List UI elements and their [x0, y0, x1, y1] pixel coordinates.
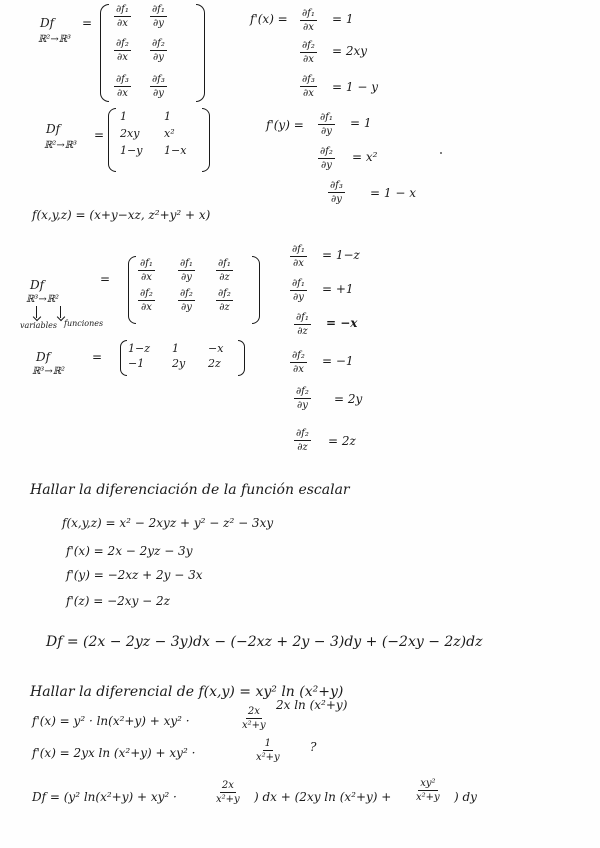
partial-fx: f'(x) = 2x − 2yz − 3y — [66, 544, 193, 558]
left-parenthesis — [100, 4, 109, 102]
partial-value: = 2y — [334, 392, 363, 406]
partial-fz: f'(z) = −2xy − 2z — [66, 594, 170, 608]
equals-sign: = — [82, 16, 93, 30]
partial-derivative: $\frac{\text{∂f₂}}{\partial x}$ — [302, 40, 315, 65]
matrix-entry: $\frac{\text{∂f₁}}{\partial x}$ — [140, 258, 153, 283]
matrix-cell: 1−y — [120, 144, 143, 157]
partial-derivative: $\frac{\text{∂f₂}}{\partial z}$ — [296, 428, 309, 453]
partial-value: = 1 − x — [370, 186, 416, 200]
partial-value: = 1 — [350, 116, 372, 130]
total-differential: Df = (y² ln(x²+y) + xy² · — [32, 790, 177, 804]
matrix-entry: $\frac{\text{∂f₂}}{\partial x}$ — [140, 288, 153, 313]
matrix-cell: 2xy — [120, 127, 140, 140]
down-arrow-icon — [36, 306, 37, 318]
matrix-cell: 1 — [172, 342, 179, 355]
annotation-functions: funciones — [64, 319, 104, 328]
partial-derivative: $\frac{\text{∂f₂}}{\partial y}$ — [296, 386, 309, 411]
partial-fy: f'(y) = −2xz + 2y − 3x — [66, 568, 203, 582]
matrix-cell: 2y — [172, 357, 186, 370]
partial-derivative: $\frac{\text{∂f₁}}{\partial z}$ — [296, 312, 309, 337]
partial-value: = +1 — [322, 282, 354, 296]
partial-value: = x² — [352, 150, 378, 164]
left-parenthesis — [120, 340, 127, 376]
side-note: 2x ln (x²+y) — [276, 698, 348, 712]
matrix-cell: −x — [208, 342, 224, 355]
partial-fy: f'(x) = 2yx ln (x²+y) + xy² · — [32, 746, 196, 760]
matrix-entry: $\frac{\text{∂f₂}}{\partial x}$ — [116, 38, 129, 63]
mapping-label: ℝ²→ℝ³ — [38, 34, 72, 45]
left-parenthesis — [108, 108, 116, 172]
matrix-cell: 1−x — [164, 144, 187, 157]
matrix-entry: $\frac{\text{∂f₂}}{\partial y}$ — [152, 38, 165, 63]
partial-derivative: $\frac{\text{∂f₃}}{\partial y}$ — [330, 180, 343, 205]
result-matrix — [120, 110, 200, 157]
right-parenthesis — [196, 4, 205, 102]
partial-derivative: $\frac{\text{∂f₁}}{\partial x}$ — [292, 244, 305, 269]
matrix-entry: $\frac{\text{∂f₁}}{\partial y}$ — [152, 4, 165, 29]
equals-sign: = — [94, 128, 105, 142]
matrix-cell: 1−z — [128, 342, 151, 355]
matrix-entry: $\frac{\text{∂f₁}}{\partial x}$ — [116, 4, 129, 29]
fraction: $\frac{1}{\text{x²+y}}$ — [256, 738, 280, 763]
scalar-function: f(x,y,z) = x² − 2xyz + y² − z² − 3xy — [62, 516, 274, 530]
mapping-label: ℝ³→ℝ² — [26, 294, 60, 305]
right-parenthesis — [252, 256, 260, 324]
fy-label: f'(y) = — [266, 118, 304, 132]
down-arrow-icon — [60, 306, 61, 318]
df-symbol: Df — [46, 122, 61, 136]
partial-value: = 1 — [332, 12, 354, 26]
matrix-cell: x² — [164, 127, 175, 140]
partial-derivative: $\frac{\text{∂f₁}}{\partial y}$ — [320, 112, 333, 137]
function-definition: f(x,y,z) = (x+y−xz, z²+y² + x) — [32, 208, 211, 222]
partial-value: = −x — [326, 316, 358, 330]
fraction: $\frac{2x}{\text{x²+y}}$ — [216, 780, 240, 805]
right-parenthesis — [202, 108, 210, 172]
left-parenthesis — [128, 256, 136, 324]
question-mark: ? — [310, 740, 317, 754]
partial-derivative: $\frac{\text{∂f₃}}{\partial x}$ — [302, 74, 315, 99]
differential-tail: ) dy — [454, 790, 477, 804]
equals-sign: = — [100, 272, 111, 286]
df-symbol: Df — [36, 350, 51, 364]
partial-value: = −1 — [322, 354, 354, 368]
matrix-entry: $\frac{\text{∂f₃}}{\partial x}$ — [116, 74, 129, 99]
result-matrix — [128, 342, 240, 370]
equals-sign: = — [92, 350, 103, 364]
matrix-entry: $\frac{\text{∂f₂}}{\partial z}$ — [218, 288, 231, 313]
partial-value: = 2xy — [332, 44, 368, 58]
total-differential: Df = (2x − 2yz − 3y)dx − (−2xz + 2y − 3)dy + (−2xy − 2z)dz — [46, 634, 483, 650]
partial-fx: f'(x) = y² · ln(x²+y) + xy² · — [32, 714, 190, 728]
df-symbol: Df — [40, 16, 55, 30]
fx-label: f'(x) = — [250, 12, 288, 26]
partial-value: = 2z — [328, 434, 356, 448]
partial-derivative: $\frac{\text{∂f₁}}{\partial y}$ — [292, 278, 305, 303]
matrix-entry: $\frac{\text{∂f₁}}{\partial y}$ — [180, 258, 193, 283]
matrix-cell: 2z — [208, 357, 221, 370]
fraction: $\frac{\text{xy²}}{\text{x²+y}}$ — [416, 778, 440, 803]
matrix-entry: $\frac{\text{∂f₂}}{\partial y}$ — [180, 288, 193, 313]
mapping-label: ℝ²→ℝ³ — [44, 140, 78, 151]
partial-derivative: $\frac{\text{∂f₂}}{\partial y}$ — [320, 146, 333, 171]
differential-middle: ) dx + (2xy ln (x²+y) + — [254, 790, 392, 804]
matrix-cell: 1 — [164, 110, 171, 123]
fraction: $\frac{2x}{\text{x²+y}}$ — [242, 706, 266, 731]
partial-derivative: $\frac{\text{∂f₂}}{\partial x}$ — [292, 350, 305, 375]
annotation-variables: variables — [20, 321, 57, 330]
matrix-entry: $\frac{\text{∂f₃}}{\partial y}$ — [152, 74, 165, 99]
section-heading: Hallar la diferencial de f(x,y) = xy² ln (x²+y) — [30, 684, 344, 700]
df-symbol: Df — [30, 278, 45, 292]
matrix-cell: −1 — [128, 357, 145, 370]
partial-derivative: $\frac{\text{∂f₁}}{\partial x}$ — [302, 8, 315, 33]
section-heading: Hallar la diferenciación de la función escalar — [30, 482, 350, 498]
partial-value: = 1−z — [322, 248, 360, 262]
matrix-cell: 1 — [120, 110, 127, 123]
mapping-label: ℝ³→ℝ² — [32, 366, 66, 377]
matrix-entry: $\frac{\text{∂f₁}}{\partial z}$ — [218, 258, 231, 283]
stray-dot — [440, 152, 442, 154]
partial-value: = 1 − y — [332, 80, 378, 94]
